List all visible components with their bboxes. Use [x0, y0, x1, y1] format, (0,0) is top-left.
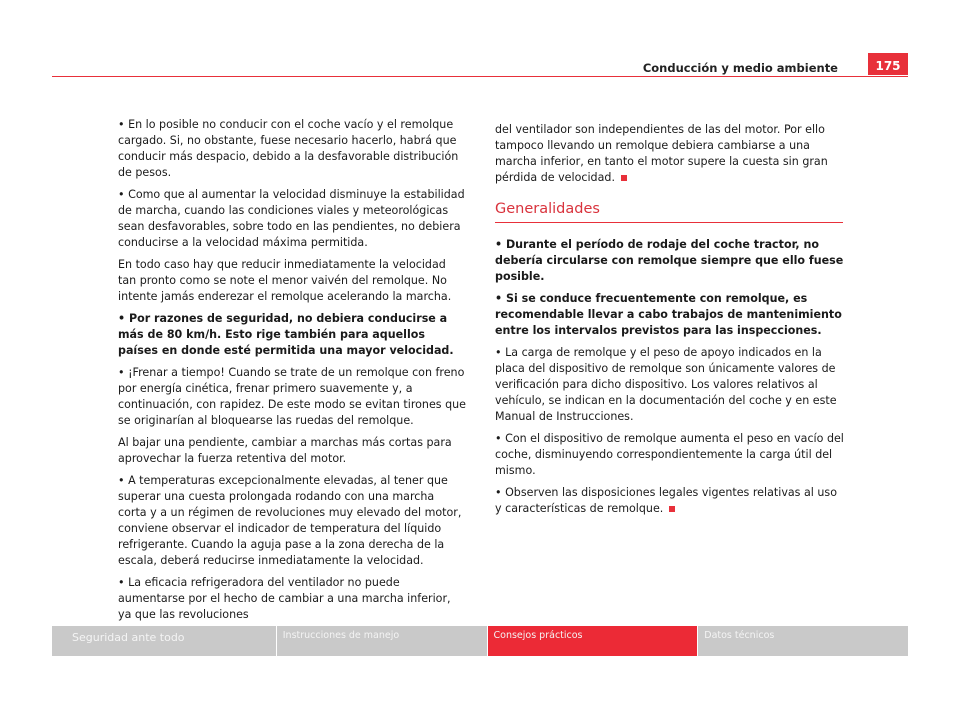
section-end-marker-icon [621, 175, 627, 181]
footer-tab-consejos[interactable]: Consejos prácticos [488, 626, 699, 656]
section-rule [495, 222, 843, 223]
paragraph: • A temperaturas excepcionalmente elevadas, al tener que superar una cuesta prolongada rodando con una marcha corta y a un régimen de revoluciones muy elevado del motor, conviene observar el indicador de temperatura del líquido refrigerante. Cuando la aguja pase a la zona derecha de la escala, deberá reducirse inmediatamente la velocidad. [118, 474, 462, 567]
header-rule [52, 76, 908, 77]
paragraph: • En lo posible no conducir con el coche vacío y el remolque cargado. Si, no obstante, fuese necesario hacerlo, habrá que conducir más despacio, debido a la desfavorable distribución de pesos. [118, 118, 459, 179]
bold-paragraph: • Durante el período de rodaje del coche tractor, no debería circularse con remolque siempre que ello fuese posible. [495, 238, 844, 283]
paragraph-text: • Observen las disposiciones legales vigentes relativas al uso y características de remolque. [495, 486, 837, 515]
page-number: 175 [868, 53, 908, 75]
page-header-title: Conducción y medio ambiente [642, 61, 838, 75]
footer-nav [52, 626, 908, 656]
paragraph: Al bajar una pendiente, cambiar a marchas más cortas para aprovechar la fuerza retentiva del motor. [118, 436, 452, 465]
paragraph: • La eficacia refrigeradora del ventilador no puede aumentarse por el hecho de cambiar a una marcha inferior, ya que las revoluciones [118, 576, 451, 621]
paragraph: • Con el dispositivo de remolque aumenta el peso en vacío del coche, disminuyendo correspondientemente la carga útil del mismo. [495, 432, 844, 477]
paragraph-with-endmark [495, 122, 845, 186]
paragraph: • La carga de remolque y el peso de apoyo indicados en la placa del dispositivo de remolque son únicamente valores de verificación para dicho dispositivo. Los valores relativos al vehículo, se indican en la documentación del coche y en este Manual de Instrucciones. [495, 346, 837, 423]
bold-paragraph: • Si se conduce frecuentemente con remolque, es recomendable llevar a cabo trabajos de mantenimiento entre los intervalos previstos para las inspecciones. [495, 292, 842, 337]
bold-paragraph: • Por razones de seguridad, no debiera conducirse a más de 80 km/h. Esto rige también para aquellos países en donde esté permitida una mayor velocidad. [118, 312, 454, 357]
section-end-marker-icon [669, 506, 675, 512]
right-column [495, 122, 845, 523]
left-column [118, 117, 466, 629]
paragraph-text: del ventilador son independientes de las del motor. Por ello tampoco llevando un remolque debiera cambiarse a una marcha inferior, en tanto el motor supere la cuesta sin gran pérdida de velocidad. [495, 123, 828, 184]
paragraph-with-endmark [495, 485, 845, 517]
footer-tab-datos[interactable]: Datos técnicos [698, 626, 908, 656]
footer-tab-seguridad[interactable]: Seguridad ante todo [52, 626, 277, 656]
paragraph: • ¡Frenar a tiempo! Cuando se trate de un remolque con freno por energía cinética, frenar primero suavemente y, a continuación, con rapidez. De este modo se evitan tirones que se originarían al bloquearse las ruedas del remolque. [118, 366, 466, 427]
footer-tab-instrucciones[interactable]: Instrucciones de manejo [277, 626, 488, 656]
paragraph: En todo caso hay que reducir inmediatamente la velocidad tan pronto como se note el menor vaivén del remolque. No intente jamás enderezar el remolque acelerando la marcha. [118, 258, 452, 303]
section-title: Generalidades [495, 201, 600, 217]
paragraph: • Como que al aumentar la velocidad disminuye la estabilidad de marcha, cuando las condiciones viales y meteorológicas sean desfavorables, sobre todo en las pendientes, no debiera conducirse a la velocidad máxima permitida. [118, 188, 465, 249]
